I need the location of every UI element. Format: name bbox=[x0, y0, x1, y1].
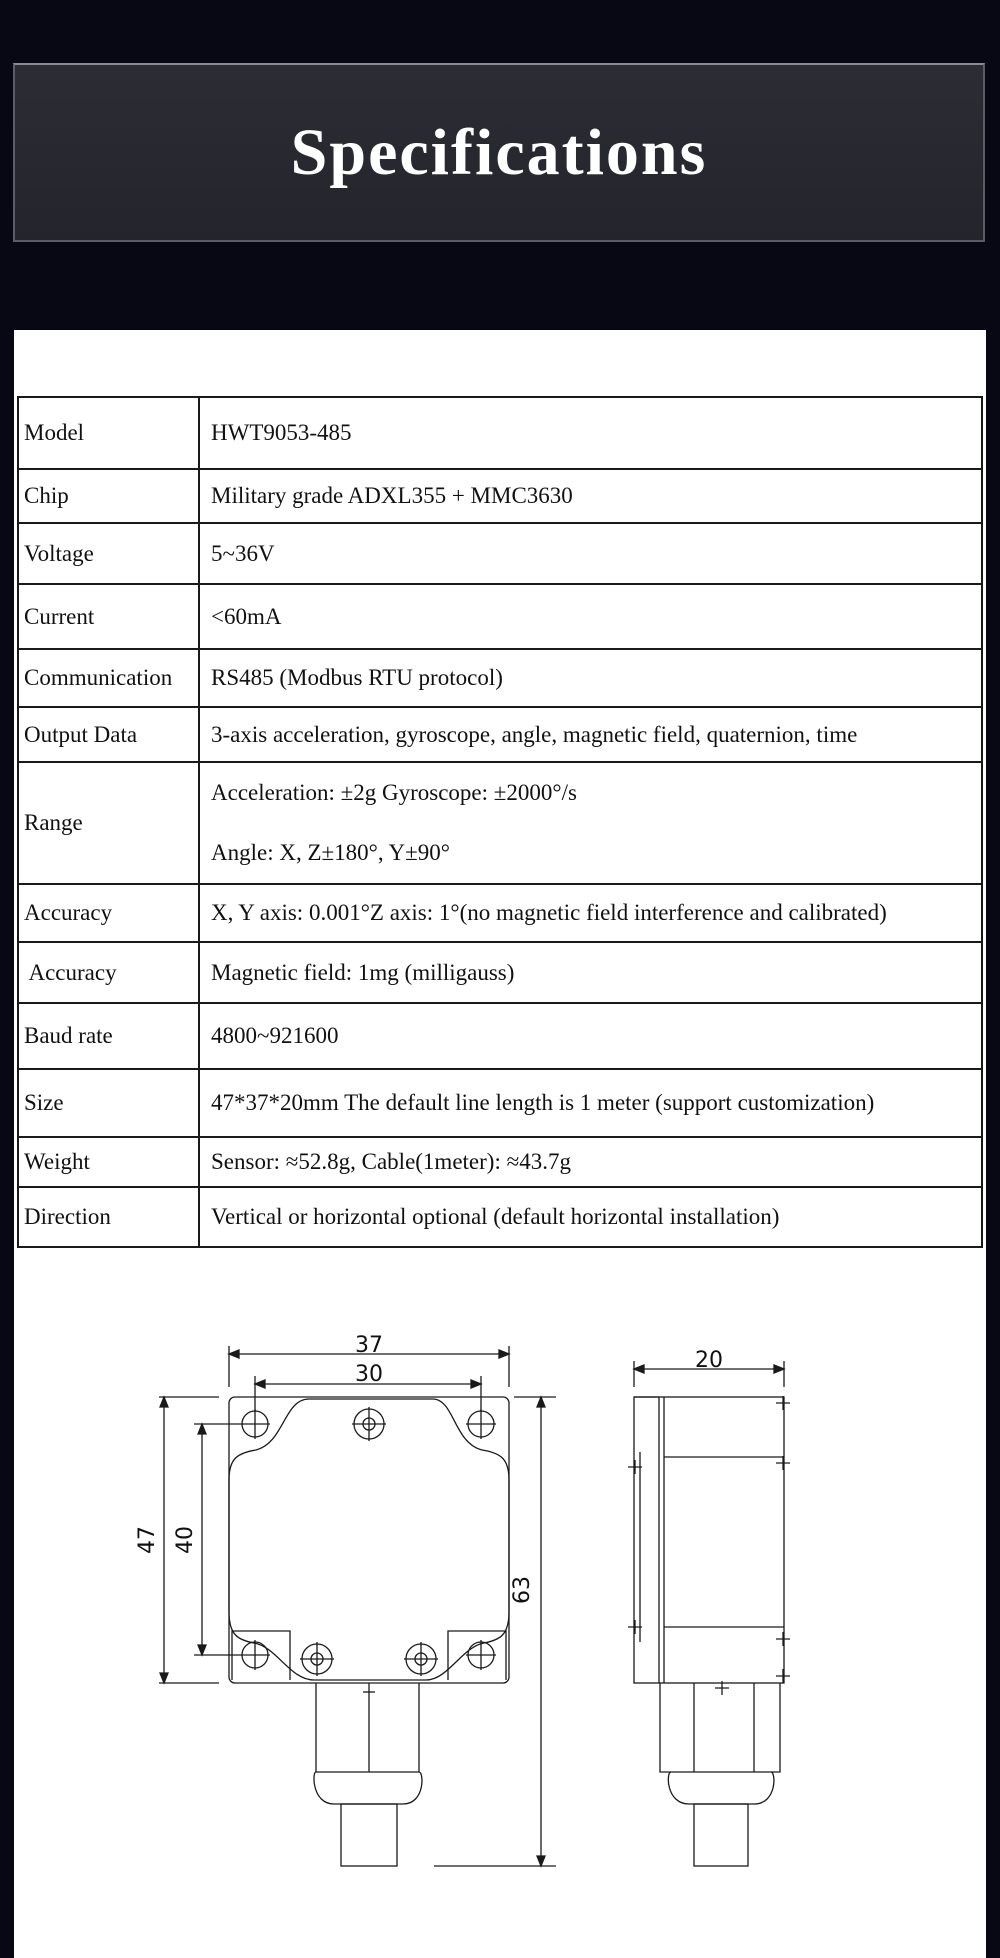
dim-hole-spacing-x-label: 30 bbox=[355, 1362, 383, 1387]
spec-value: Vertical or horizontal optional (default horizontal installation) bbox=[199, 1187, 982, 1247]
front-view bbox=[159, 1346, 556, 1866]
spec-value: 3-axis acceleration, gyroscope, angle, magnetic field, quaternion, time bbox=[199, 707, 982, 762]
spec-sheet bbox=[14, 330, 986, 1958]
spec-label: Chip bbox=[18, 469, 199, 523]
spec-label: Output Data bbox=[18, 707, 199, 762]
spec-value: HWT9053-485 bbox=[199, 397, 982, 469]
spec-label: Voltage bbox=[18, 523, 199, 584]
dim-height-label: 47 bbox=[135, 1526, 160, 1554]
spec-label: Direction bbox=[18, 1187, 199, 1247]
range-line-2: Angle: X, Z±180°, Y±90° bbox=[211, 840, 450, 865]
page-title: Specifications bbox=[290, 115, 708, 189]
spec-label: Accuracy bbox=[18, 884, 199, 942]
spec-value: RS485 (Modbus RTU protocol) bbox=[199, 649, 982, 707]
dim-total-length-label: 63 bbox=[510, 1576, 535, 1604]
spec-value: Military grade ADXL355 + MMC3630 bbox=[199, 469, 982, 523]
spec-value: 4800~921600 bbox=[199, 1003, 982, 1069]
spec-label: Size bbox=[18, 1069, 199, 1137]
spec-label: Baud rate bbox=[18, 1003, 199, 1069]
spec-value: 5~36V bbox=[199, 523, 982, 584]
spec-label: Current bbox=[18, 584, 199, 649]
spec-value: <60mA bbox=[199, 584, 982, 649]
spec-value: Sensor: ≈52.8g, Cable(1meter): ≈43.7g bbox=[199, 1137, 982, 1187]
specifications-banner bbox=[13, 63, 985, 242]
spec-label: Communication bbox=[18, 649, 199, 707]
dim-hole-spacing-y-label: 40 bbox=[173, 1526, 198, 1554]
spec-label: Weight bbox=[18, 1137, 199, 1187]
dim-depth-label: 20 bbox=[695, 1348, 723, 1373]
range-line-1: Acceleration: ±2g Gyroscope: ±2000°/s bbox=[211, 780, 577, 805]
spec-value: X, Y axis: 0.001°Z axis: 1°(no magnetic field interference and calibrated) bbox=[199, 884, 982, 942]
spec-value: 47*37*20mm The default line length is 1 meter (support customization) bbox=[199, 1069, 982, 1137]
spec-label: Model bbox=[18, 397, 199, 469]
spec-label: Range bbox=[18, 762, 199, 884]
spec-label: Accuracy bbox=[18, 942, 199, 1003]
dimension-drawing bbox=[14, 330, 986, 1958]
dim-width-label: 37 bbox=[355, 1333, 383, 1358]
side-view bbox=[628, 1361, 790, 1866]
spec-value: Magnetic field: 1mg (milligauss) bbox=[199, 942, 982, 1003]
